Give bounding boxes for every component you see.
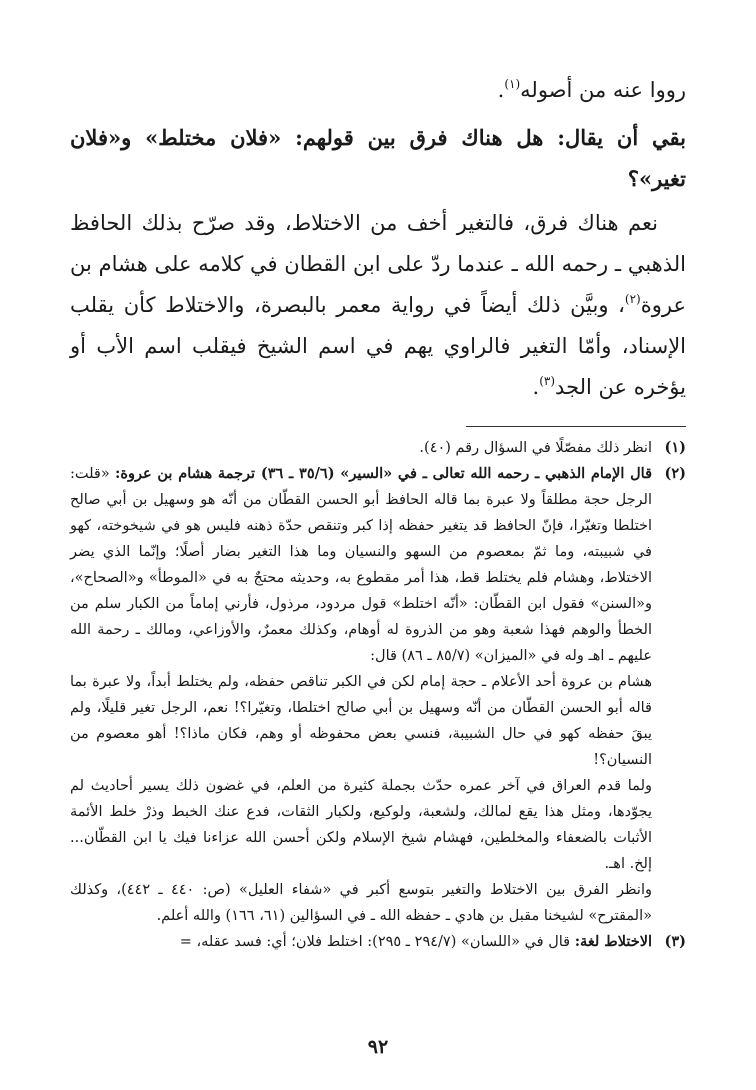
footnotes	[70, 435, 686, 955]
footnote-heading: الاختلاط لغة:	[574, 933, 652, 950]
footnote-text-3: ولما قدم العراق في آخر عمره حدّث بجملة كثيرة من العلم، في غضون ذلك يسير أحاديث لم يجوّدها، ومثل هذا يقع لمالك، ولشعبة، ولوكيع، ولكبار الثقات، فدع عنك الخبط وذرْ خلط الأئمة الأثبات بالضعفاء والمخلطين، فهشام شيخ الإسلام ولكن أحسن الله عزاءنا فيك يا ابن القطّان... إلخ. اهـ.	[70, 778, 652, 872]
footnote-body	[70, 929, 652, 955]
footnote-2	[70, 461, 686, 929]
lead-paragraph	[70, 70, 686, 111]
footnote-ref-1[interactable]: (١)	[504, 77, 521, 91]
footnote-text: انظر ذلك مفصّلًا في السؤال رقم (٤٠).	[419, 440, 652, 456]
footnote-body	[70, 435, 652, 461]
footnote-paragraph	[70, 461, 652, 669]
page-content	[70, 70, 686, 955]
answer-part-1: نعم هناك فرق، فالتغير أخف من الاختلاط، وقد صرّح بذلك الحافظ الذهبي ـ رحمه الله ـ عندما ردّ على ابن القطان في كلامه على هشام بن عروة	[70, 211, 686, 317]
footnote-ref-3[interactable]: (٣)	[539, 374, 556, 388]
footnote-number: (١)	[664, 439, 686, 456]
footnote-text: «قلت: الرجل حجة مطلقاً ولا عبرة بما قاله الحافظ أبو الحسن القطّان من أنّه هو وسهيل بن أبي صالح اختلطا وتغيّرا، فإنّ الحافظ قد يتغير حفظه إذا كبر وتنقص حدّة ذهنه فليس هو في شيخوخته، كهو في شبيبته، وما ثمّ بمعصوم من السهو والنسيان وما هذا التغير بضار أصلًا؛ وإنّما الذي يضر الاختلاط، وهشام فلم يختلط قط، هذا أمر مقطوع به، وحديثه محتجٌ به في «الموطأ» و«الصحاح»، و«السنن» فقول ابن القطّان: «أنّه اختلط» قول مردود، مرذول، فأرني إماماً من الكبار سلم من الخطأ والوهم فهذا شعبة وهو من الذروة له أوهام، وكذلك معمرٌ، والأوزاعي، ومالك ـ رحمة الله عليهم ـ اهـ وله في «الميزان» (٨٥/٧ ـ ٨٦) قال:	[70, 466, 652, 664]
main-text	[70, 70, 686, 408]
page-number: ٩٢	[367, 1036, 389, 1058]
footnote-1	[70, 435, 686, 461]
footnote-body	[70, 461, 652, 929]
lead-text: رووا عنه من أصوله	[520, 78, 686, 102]
lead-end: .	[497, 78, 505, 102]
footnote-paragraph	[70, 929, 652, 955]
footnote-text-4: وانظر الفرق بين الاختلاط والتغير بتوسع أكبر في «شفاء العليل» (ص: ٤٤٠ ـ ٤٤٢)، وكذلك «المقترح» لشيخنا مقبل بن هادي ـ حفظه الله ـ في السؤالين (٦١، ١٦٦) والله أعلم.	[70, 882, 652, 924]
question-heading: بقي أن يقال: هل هناك فرق بين قولهم: «فلان مختلط» و«فلان تغير»؟	[70, 125, 686, 191]
footnote-3	[70, 929, 686, 955]
answer-part-2: ، وبيَّن ذلك أيضاً في رواية معمر بالبصرة، والاختلاط كأن يقلب الإسناد، وأمّا التغير فالراوي يهم في اسم الشيخ فيقلب اسم الأب أو يؤخره عن الجد	[70, 293, 686, 399]
footnote-heading: قال الإمام الذهبي ـ رحمه الله تعالى ـ في «السير» (٣٥/٦ ـ ٣٦) ترجمة هشام بن عروة:	[115, 465, 653, 482]
footnote-number: (٢)	[664, 465, 686, 482]
answer-paragraph	[70, 203, 686, 408]
footnote-number: (٣)	[664, 933, 686, 950]
footnote-ref-2[interactable]: (٢)	[624, 292, 641, 306]
footnote-text-2: هشام بن عروة أحد الأعلام ـ حجة إمام لكن في الكبر تناقص حفظه، ولم يختلط أبداً، ولا عبرة بما قاله أبو الحسن القطّان من أنّه وسهيل بن أبي صالح اختلطا، وتغيّرا؟! نعم، الرجل تغير قليلًا، ولم يبقَ حفظه كهو في حال الشبيبة، فنسي بعض محفوظه أو وهم، فكان ماذا؟! أهو معصوم من النسيان؟!	[70, 674, 652, 768]
footnote-text: قال في «اللسان» (٢٩٤/٧ ـ ٢٩٥): اختلط فلان؛ أي: فسد عقله، =	[179, 934, 571, 950]
answer-end: .	[532, 375, 540, 399]
footnote-divider	[466, 426, 686, 427]
